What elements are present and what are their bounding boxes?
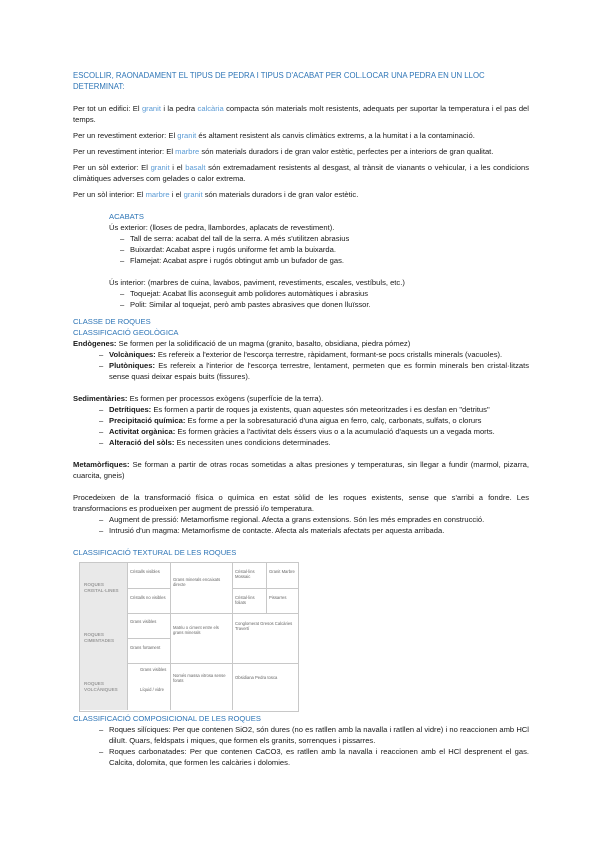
interior-use-title: Ús interior: (marbres de cuina, lavabos, paviment, revestiments, escales, vestíbuls, etc.) xyxy=(109,278,405,287)
table-row xyxy=(80,563,298,614)
acabats-heading: ACABATS xyxy=(109,212,144,221)
endogenous-paragraph: Endògenes: Se formen per la solidificació de un magma (granito, basalto, obsidiana, piedra pómez) xyxy=(73,339,411,348)
table-cell: Conglomerat Gresos Calcàries Travertí xyxy=(235,621,293,632)
sedimentary-paragraph: Sedimentàries: Es formen per processos exògens (superfície de la terra). xyxy=(73,394,324,403)
list-item: – Buixardat: Acabat aspre i rugós uniforme fet amb la buixarda. xyxy=(130,244,529,255)
list-item: – Polit: Similar al toquejat, però amb pastes abrasives que donen lluïssor. xyxy=(130,299,529,310)
list-item: – Tall de serra: acabat del tall de la serra. A més s'utilitzen abrasius xyxy=(130,233,529,244)
table-cell: Grans fortament xyxy=(130,645,161,650)
acabats-section xyxy=(109,211,529,310)
table-row xyxy=(80,613,298,664)
geological-classification-heading: CLASSIFICACIÓ GEOLÒGICA xyxy=(73,328,179,337)
paragraph-building: Per tot un edifici: El granit i la pedra calcària compacta són materials molt resistents, adequats per suportar la temperatura i el pas del temps. xyxy=(73,104,529,124)
table-cell: Grans visibles xyxy=(130,619,157,624)
paragraph-interior-floor: Per un sòl interior: El marbre i el granit són materials duradors i de gran valor estètic. xyxy=(73,190,359,199)
list-item: – Augment de pressió: Metamorfisme regional. Afecta a grans extensions. Són les més emprades en construcció. xyxy=(109,514,529,525)
exterior-use-title: Ús exterior: (lloses de pedra, llambordes, aplacats de revestiment). xyxy=(109,223,335,232)
table-cell: Només massa vitrosa sense forats xyxy=(173,673,226,684)
list-item: – Flamejat: Acabat aspre i rugós obtingut amb un bufador de gas. xyxy=(130,255,529,266)
paragraph-exterior-floor: Per un sòl exterior: El granit i el basalt són extremadament resistents al desgast, al trànsit de vianants o vehicular, i a les condicions climàtiques adverses com gelades o calor extrema. xyxy=(73,163,529,183)
paragraph-exterior-cladding: Per un revestiment exterior: El granit és altament resistent als canvis climàtics extrems, a la humitat i a la contaminació. xyxy=(73,131,475,140)
table-cell: Pissarres xyxy=(269,595,287,600)
compositional-section xyxy=(73,713,529,768)
table-cell: Cristalls no visibles xyxy=(130,595,166,600)
table-cell: Grans minerals encaixats directe xyxy=(173,577,221,588)
rock-classes-section xyxy=(73,316,529,558)
table-cell: Grans visibles xyxy=(140,667,167,672)
table-cell: Cristalls visibles xyxy=(130,569,160,574)
list-item: – Alteració del sòls: Es necessiten unes condicions determinades. xyxy=(109,437,529,448)
list-item: – Detrítiques: Es formen a partir de roques ja existents, quan aquestes són meteoritzades i es desfan en "detritus" xyxy=(109,404,529,415)
paragraph-interior-cladding: Per un revestiment interior: El marbre són materials duradors i de gran valor estètic, perfectes per a interiors de gran qualitat. xyxy=(73,147,494,156)
list-item: – Volcàniques: Es refereix a l'exterior de l'escorça terrestre, ràpidament, formant-se pocs cristalls minerals (vacuoles). xyxy=(109,349,529,360)
metamorphic-paragraph: Metamòrfiques: Se forman a partir de otras rocas sometidas a altas presiones y temperaturas, sin llegar a fundir (marmol, pizarra, cuarcita, gneis) xyxy=(73,460,529,480)
table-cell: Granit Marbre xyxy=(269,569,295,574)
table-cell: Matriu o ciment entre els grans minerals xyxy=(173,625,219,636)
list-item: – Roques carbonatades: Per que contenen CaCO3, es ratllen amb la navalla i reaccionen amb el HCl desprenent el gas. Calcita, dolomita, que formen les calcàries i dolomies. xyxy=(109,746,529,768)
list-item: – Plutòniques: Es refereix a l'interior de l'escorça terrestre, lentament, permeten que es formin minerals ben cristal·litzats sense quasi deixar espais buits (fissures). xyxy=(109,360,529,382)
table-cell: Cristal·lins Mossaic xyxy=(235,569,255,580)
table-cell: Obsidiana Pedra tosca xyxy=(235,675,278,680)
document-title: ESCOLLIR, RAONADAMENT EL TIPUS DE PEDRA I TIPUS D'ACABAT PER COL.LOCAR UNA PEDRA EN UN LLOC DETERMINAT: xyxy=(73,71,485,91)
row-label: ROQUES CIMENTADES xyxy=(80,613,127,663)
list-item: – Toquejat: Acabat llis aconseguit amb polidores automàtiques i abrasius xyxy=(130,288,529,299)
table-row xyxy=(80,663,298,710)
list-item: – Precipitació química: Es forme a per la sobresaturació d'una aigua en ferro, calç, carbonats, sulfats, o clorurs xyxy=(109,415,529,426)
list-item: – Activitat orgànica: Es formen gràcies a l'activitat dels éssers vius o a la acumulació d'aquests un a vegada morts. xyxy=(109,426,529,437)
row-label: ROQUES VOLCÀNIQUES xyxy=(80,663,127,710)
metamorphic-process-paragraph: Procedeixen de la transformació física o química en estat sòlid de les roques existents, sense que s'arribi a fondre. Les transformacions es produeixen per augment de pressió i/o temperatura. xyxy=(73,493,529,513)
row-label: ROQUES CRISTAL·LINES xyxy=(80,563,127,613)
table-cell: Cristal·lins foliats xyxy=(235,595,255,606)
list-item: – Roques silíciques: Per que contenen SiO2, són dures (no es ratllen amb la navalla i ratllen al vidre) i no reaccionen amb HCl diluït. Quars, feldspats i miques, que formen els granits, sorrenques i pissarres. xyxy=(109,724,529,746)
table-cell: Líquid / vidre xyxy=(140,687,164,692)
textural-classification-table xyxy=(79,562,299,712)
list-item: – Intrusió d'un magma: Metamorfisme de contacte. Afecta als materials afectats per aquesta arribada. xyxy=(109,525,529,536)
compositional-classification-heading: CLASSIFICACIÓ COMPOSICIONAL DE LES ROQUES xyxy=(73,714,261,723)
textural-classification-heading: CLASSIFICACIÓ TEXTURAL DE LES ROQUES xyxy=(73,548,237,557)
rock-classes-heading: CLASSE DE ROQUES xyxy=(73,317,151,326)
